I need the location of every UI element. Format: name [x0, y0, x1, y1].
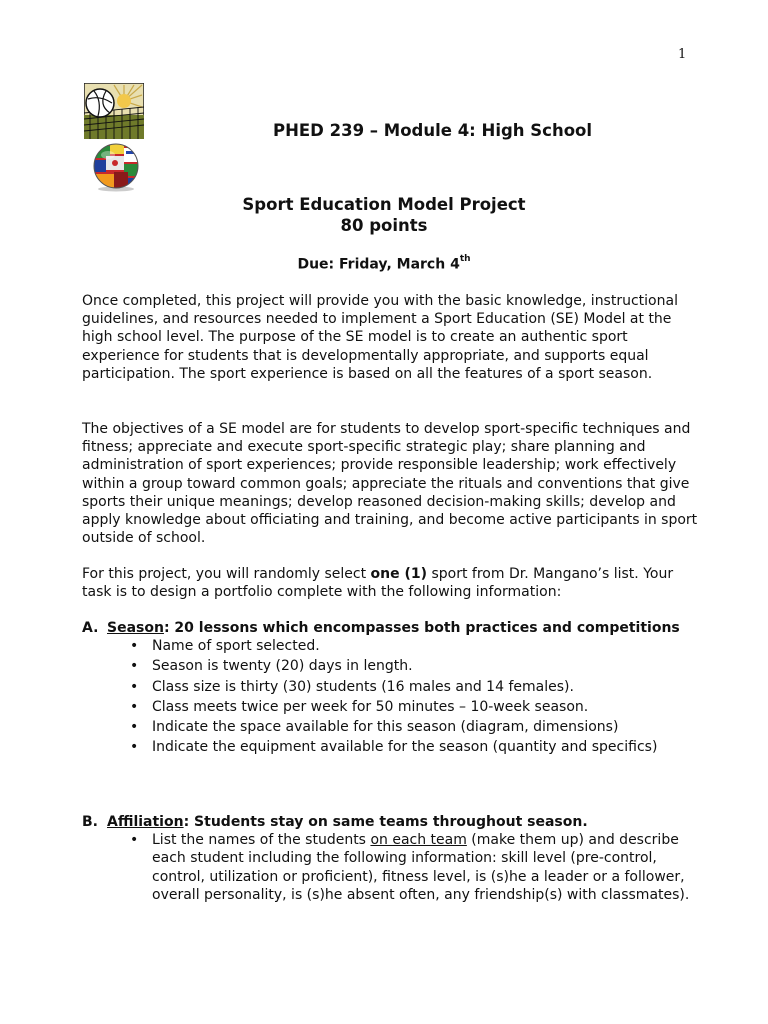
task-count: one (1) [370, 566, 428, 582]
section-heading-text: : Students stay on same teams throughout season. [183, 814, 588, 830]
affiliation-bullet-list [130, 831, 702, 904]
section-term: Season [107, 620, 164, 636]
list-item: • Indicate the space available for this season (diagram, dimensions) [130, 718, 702, 736]
task-paragraph [82, 565, 702, 601]
section-affiliation [82, 813, 702, 906]
project-points: 80 points [340, 216, 428, 235]
page-number: 1 [678, 47, 687, 62]
bullet-underlined-text: on each team [370, 832, 467, 849]
project-name: Sport Education Model Project [242, 195, 526, 214]
list-item: • Name of sport selected. [130, 637, 702, 655]
task-text-end: sport from Dr. Mangano’s list. Your task is to design a portfolio complete with the following information: [82, 566, 674, 601]
due-date-text: Due: Friday, March 4 [297, 256, 460, 273]
objectives-paragraph: The objectives of a SE model are for students to develop sport-specific techniques and fitness; appreciate and execute sport-specific strategic play; share planning and administration of sport experiences; provide responsible leadership; work effectively within a group toward common goals; appreciate the rituals and conventions that give sports their unique meanings; develop reasoned decision-making skills; develop and apply knowledge about officiating and training, and become active participants in sport outside of school. [82, 421, 698, 547]
volleyball-net-icon [84, 83, 144, 139]
list-item: • Class size is thirty (30) students (16 males and 14 females). [130, 678, 702, 696]
list-item: • Class meets twice per week for 50 minutes – 10-week season. [130, 698, 702, 716]
section-heading-text: : 20 lessons which encompasses both practices and competitions [163, 620, 680, 636]
season-bullet-list [130, 637, 702, 756]
project-subtitle [0, 194, 768, 236]
document-title: PHED 239 – Module 4: High School [273, 121, 593, 140]
section-season-heading [82, 619, 702, 637]
list-item: • Season is twenty (20) days in length. [130, 657, 702, 675]
section-affiliation-heading [82, 813, 702, 831]
section-letter: A. [82, 620, 99, 636]
soccer-ball-flags-icon [90, 142, 142, 192]
task-text-start: For this project, you will randomly select [82, 566, 371, 582]
due-date [0, 256, 768, 273]
due-date-suffix: th [459, 254, 471, 264]
bullet-text-end: (make them up) and describe each student including the following information: skill level (pre-control, control, utilization or proficient), fitness level, is (s)he a leader or a follower, overall personality, is (s)he absent often, any friendship(s) with classmates). [152, 832, 690, 903]
intro-paragraph: Once completed, this project will provide you with the basic knowledge, instructional guidelines, and resources needed to implement a Sport Education (SE) Model at the high school level. The purpose of the SE model is to create an authentic sport experience for students that is developmentally appropriate, and supports equal participation. The sport experience is based on all the features of a sport season. [82, 293, 678, 382]
bullet-text-start: List the names of the students [152, 832, 371, 849]
section-term: Affiliation [107, 814, 184, 830]
list-item [130, 831, 702, 904]
section-season [82, 619, 702, 758]
section-letter: B. [82, 814, 98, 830]
list-item: • Indicate the equipment available for the season (quantity and specifics) [130, 738, 702, 756]
